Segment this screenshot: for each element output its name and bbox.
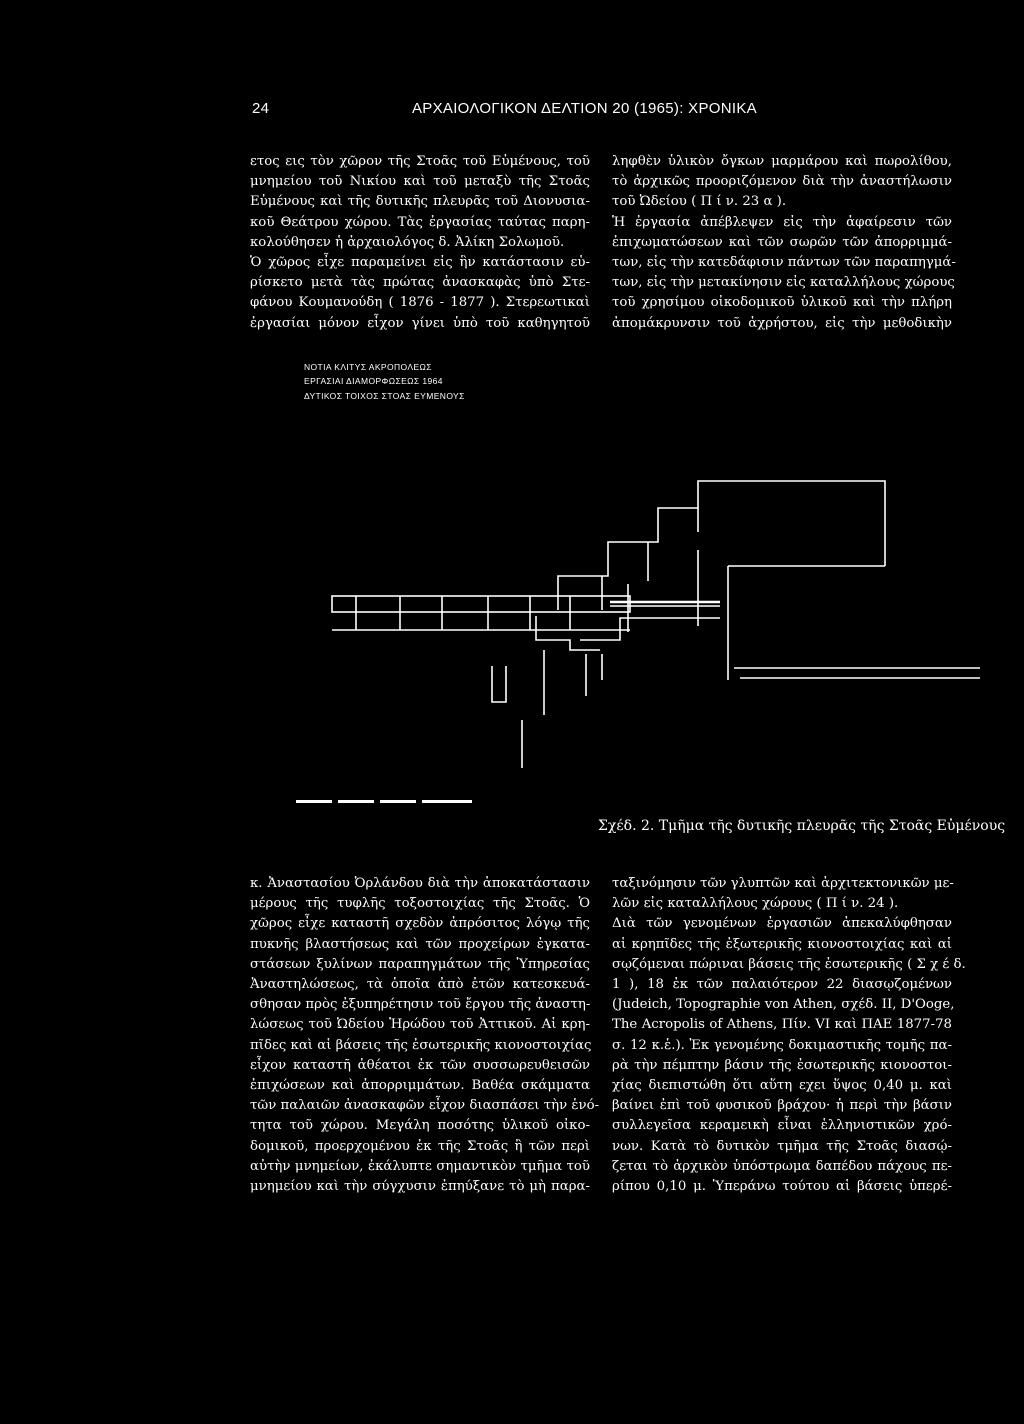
- scale-bar: [296, 800, 472, 803]
- text-line: ετος εις τὸν χῶρον τῆς Στοᾶς τοῦ Εὐμένους, τοῦ: [250, 154, 590, 169]
- text-line: Διὰ τῶν γενομένων ἐργασιῶν ἀπεκαλύφθησαν: [612, 916, 952, 932]
- text-line: δομικοῦ, προερχομένου ἐκ τῆς Στοᾶς ἢ τῶν περὶ: [250, 1138, 590, 1154]
- text-line: τῶν παλαιῶν ἀνασκαφῶν εἶχον διασπάσει τὴν ἑνό-: [250, 1098, 600, 1114]
- text-line: ἐργασίαι μόνον εἶχον γίνει ὑπὸ τοῦ καθηγητοῦ: [250, 315, 590, 331]
- text-line: ρὰ τὴν πέμπτην βάσιν τῆς ἐσωτερικῆς κιονοστοι-: [612, 1057, 952, 1073]
- text-line: στάσεων ξυλίνων παραπηγμάτων τῆς Ὑπηρεσίας: [250, 956, 590, 972]
- top-left-column: [250, 152, 590, 334]
- text-line: μέρους τῆς τυφλῆς τοξοστοιχίας τῆς Στοᾶς. Ὁ: [250, 896, 590, 912]
- drawing-title-line: ΝΟΤΙΑ ΚΛΙΤΥΣ ΑΚΡΟΠΟΛΕΩΣ: [304, 362, 432, 372]
- text-line: λώσεως τοῦ Ὠδείου Ἡρώδου τοῦ Ἀττικοῦ. Αἱ κρη-: [250, 1017, 590, 1033]
- text-line: τὸ ἀρχικῶς προοριζόμενον διὰ τὴν ἀναστήλωσιν: [612, 174, 952, 190]
- text-line: εἶχον καταστῆ ἀθέατοι ἐκ τῶν συσσωρευθεισῶν: [250, 1057, 590, 1073]
- running-head: ΑΡΧΑΙΟΛΟΓΙΚΟΝ ΔΕΛΤΙΟΝ 20 (1965): ΧΡΟΝΙΚΑ: [412, 100, 757, 117]
- text-line: σῳζόμεναι πώριναι βάσεις τῆς ἐσωτερικῆς ( Σ χ έ δ.: [612, 956, 966, 972]
- text-line: αἱ κρηπῖδες τῆς ἐξωτερικῆς κιονοστοιχίας καὶ αἱ: [612, 936, 952, 952]
- page-number: 24: [252, 100, 270, 117]
- drawing-title-block: [304, 360, 465, 403]
- text-line: χῶρος εἶχε καταστῆ σχεδὸν ἀπρόσιτος λόγῳ τῆς: [250, 916, 590, 932]
- text-line: μνημείου τοῦ Νικίου καὶ τοῦ μεταξὺ τῆς Στοᾶς: [250, 174, 590, 190]
- text-line: λῶν εἰς καταλλήλους χώρους ( Π ί ν. 24 ).: [612, 896, 899, 912]
- text-line: τητα τοῦ χώρου. Μεγάλη ποσότης ὑλικοῦ οἰκο-: [250, 1118, 590, 1134]
- drawing-title-line: ΕΡΓΑΣΙΑΙ ΔΙΑΜΟΡΦΩΣΕΩΣ 1964: [304, 376, 443, 387]
- foundation-step: [580, 618, 720, 640]
- drawing-title-line: ΔΥΤΙΚΟΣ ΤΟΙΧΟΣ ΣΤΟΑΣ ΕΥΜΕΝΟΥΣ: [304, 390, 465, 401]
- text-line: σθησαν πρὸς ἐξυπηρέτησιν τοῦ ἔργου τῆς ἀναστη-: [250, 997, 591, 1013]
- text-line: Ἀναστηλώσεως, τὰ ὁποῖα ἀπὸ ἐτῶν κατεσκευά-: [250, 977, 590, 993]
- text-line: αὐτὴν μνημείων, ἐκάλυπτε σημαντικὸν τμῆμα τοῦ: [250, 1158, 590, 1174]
- shaft-outline: [492, 666, 506, 702]
- text-line: ἐπιχωματώσεων καὶ τῶν σωρῶν τῶν ἀπορριμμά-: [612, 234, 952, 250]
- text-line: πυκνῆς βλαστήσεως καὶ τῶν προχείρων ἐγκατα-: [250, 936, 590, 952]
- text-line: τοῦ χρησίμου οἰκοδομικοῦ ὑλικοῦ καὶ τὴν πλήρη: [612, 295, 952, 311]
- text-line: συλλεγεῖσα κεραμεικὴ εἶναι ἑλληνιστικῶν χρό-: [612, 1118, 952, 1134]
- text-line: ταξινόμησιν τῶν γλυπτῶν καὶ ἀρχιτεκτονικῶν με-: [612, 876, 954, 891]
- text-line: Ὁ χῶρος εἶχε παραμείνει εἰς ἣν κατάστασιν εὑ-: [250, 255, 590, 271]
- text-line: βαίνει ἐπὶ τοῦ φυσικοῦ βράχου· ἡ περὶ τὴν βάσιν: [612, 1098, 952, 1114]
- text-line: ρίσκετο μετὰ τὰς πρώτας ἀνασκαφὰς ὑπὸ Στε-: [250, 275, 590, 291]
- text-line: των, εἰς τὴν μετακίνησιν εἰς καταλλήλους χώρους: [612, 275, 955, 291]
- bottom-right-column: [612, 874, 966, 1197]
- text-line: φάνου Κουμανούδη ( 1876 - 1877 ). Στερεωτικαὶ: [250, 295, 590, 311]
- text-line: 1 ), 18 ἐκ τῶν παλαιότερον 22 διασῳζομένων: [612, 977, 952, 993]
- text-line: πῖδες καὶ αἱ βάσεις τῆς ἐσωτερικῆς κιονοστοιχίας: [250, 1037, 592, 1053]
- text-line: Εὐμένους καὶ τῆς δυτικῆς πλευρᾶς τοῦ Διονυσια-: [250, 194, 590, 210]
- text-line: σ. 12 κ.ἑ.). Ἐκ γενομένης δοκιμαστικῆς τομῆς πα-: [612, 1037, 952, 1053]
- text-line: ἀπομάκρυνσιν τοῦ ἀχρήστου, εἰς τὴν μεθοδικὴν: [612, 315, 952, 331]
- text-line: μνημείου καὶ τὴν σύγχυσιν ἐπηύξανε τὸ μὴ παρα-: [250, 1179, 590, 1195]
- text-line: των, εἰς τὴν κατεδάφισιν πάντων τῶν παραπηγμά-: [612, 255, 956, 271]
- text-line: κ. Ἀναστασίου Ὀρλάνδου διὰ τὴν ἀποκατάστασιν: [250, 876, 590, 891]
- text-line: χίας διεπιστώθη ὅτι αὕτη εχει ὕψος 0,40 μ. καὶ: [612, 1078, 952, 1094]
- wall-step-outline: [558, 481, 885, 610]
- foundation-step: [536, 616, 600, 650]
- text-line: Ἡ ἐργασία ἀπέβλεψεν εἰς τὴν ἀφαίρεσιν τῶν: [612, 214, 952, 230]
- text-line: ρίπου 0,10 μ. Ὑπεράνω τούτου αἱ βάσεις ὑπερέ-: [612, 1179, 952, 1195]
- top-right-column: [612, 152, 956, 334]
- text-line: The Acropolis of Athens, Πίν. VI καὶ ΠΑΕ 1877-78: [612, 1017, 952, 1033]
- text-line: νων. Κατὰ τὸ δυτικὸν τμῆμα τῆς Στοᾶς διασῴ-: [612, 1138, 952, 1154]
- figure-caption: Σχέδ. 2. Τμῆμα τῆς δυτικῆς πλευρᾶς τῆς Στοᾶς Εὐμένους: [598, 818, 1006, 834]
- bottom-left-column: [250, 874, 600, 1197]
- text-line: (Judeich, Topographie von Athen, σχέδ. II, D'Ooge,: [612, 997, 955, 1013]
- text-line: ἐπιχώσεων καὶ ἀπορριμμάτων. Βαθέα σκάμματα: [250, 1078, 590, 1094]
- text-line: ζεται τὸ ἀρχικὸν ὑπόστρωμα δαπέδου πάχους πε-: [612, 1158, 952, 1174]
- arcade-frame: [332, 596, 630, 612]
- text-line: ληφθὲν ὑλικὸν ὄγκων μαρμάρου καὶ πωρολίθου,: [612, 154, 952, 169]
- elevation-drawing: [280, 470, 980, 810]
- text-line: κοῦ Θεάτρου χώρου. Τὰς ἐργασίας ταύτας παρη-: [250, 214, 590, 230]
- text-line: τοῦ Ὠδείου ( Π ί ν. 23 α ).: [612, 194, 787, 210]
- text-line: κολούθησεν ἡ ἀρχαιολόγος δ. Ἀλίκη Σολωμοῦ.: [250, 234, 565, 250]
